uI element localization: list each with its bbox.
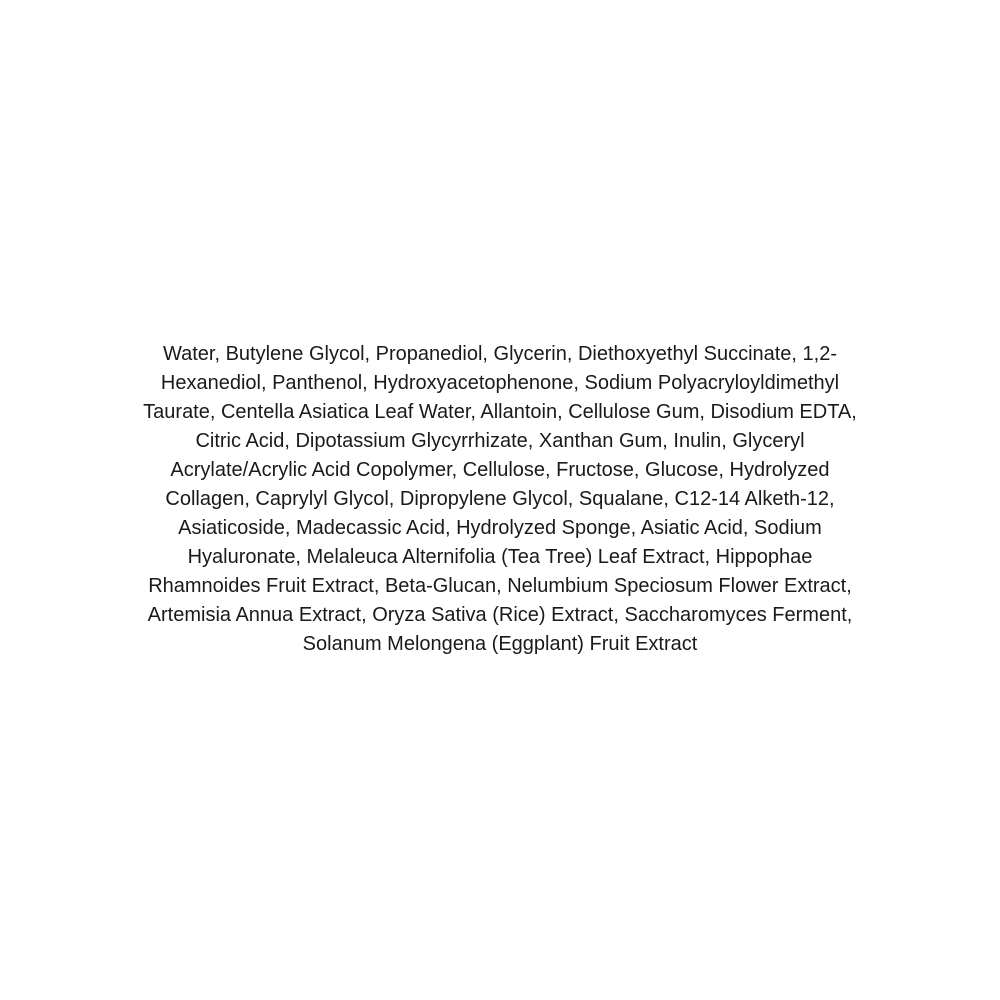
ingredient-line: Hyaluronate, Melaleuca Alternifolia (Tea Tree) Leaf Extract, Hippophae xyxy=(187,546,813,568)
ingredient-line: Artemisia Annua Extract, Oryza Sativa (Rice) Extract, Saccharomyces Ferment, xyxy=(147,604,853,626)
ingredient-line: Acrylate/Acrylic Acid Copolymer, Cellulose, Fructose, Glucose, Hydrolyzed xyxy=(170,459,830,481)
ingredient-line: Rhamnoides Fruit Extract, Beta-Glucan, Nelumbium Speciosum Flower Extract, xyxy=(148,575,852,597)
ingredient-line: Water, Butylene Glycol, Propanediol, Glycerin, Diethoxyethyl Succinate, 1,2- xyxy=(162,343,838,365)
ingredient-line: Hexanediol, Panthenol, Hydroxyacetophenone, Sodium Polyacryloyldimethyl xyxy=(160,372,840,394)
ingredient-line: Taurate, Centella Asiatica Leaf Water, Allantoin, Cellulose Gum, Disodium EDTA, xyxy=(143,401,857,423)
ingredient-line: Citric Acid, Dipotassium Glycyrrhizate, Xanthan Gum, Inulin, Glyceryl xyxy=(195,430,805,452)
ingredient-line: Solanum Melongena (Eggplant) Fruit Extract xyxy=(302,633,698,655)
ingredient-line: Asiaticoside, Madecassic Acid, Hydrolyzed Sponge, Asiatic Acid, Sodium xyxy=(178,517,822,539)
ingredient-list xyxy=(0,340,1000,659)
ingredient-line: Collagen, Caprylyl Glycol, Dipropylene Glycol, Squalane, C12-14 Alketh-12, xyxy=(165,488,835,510)
